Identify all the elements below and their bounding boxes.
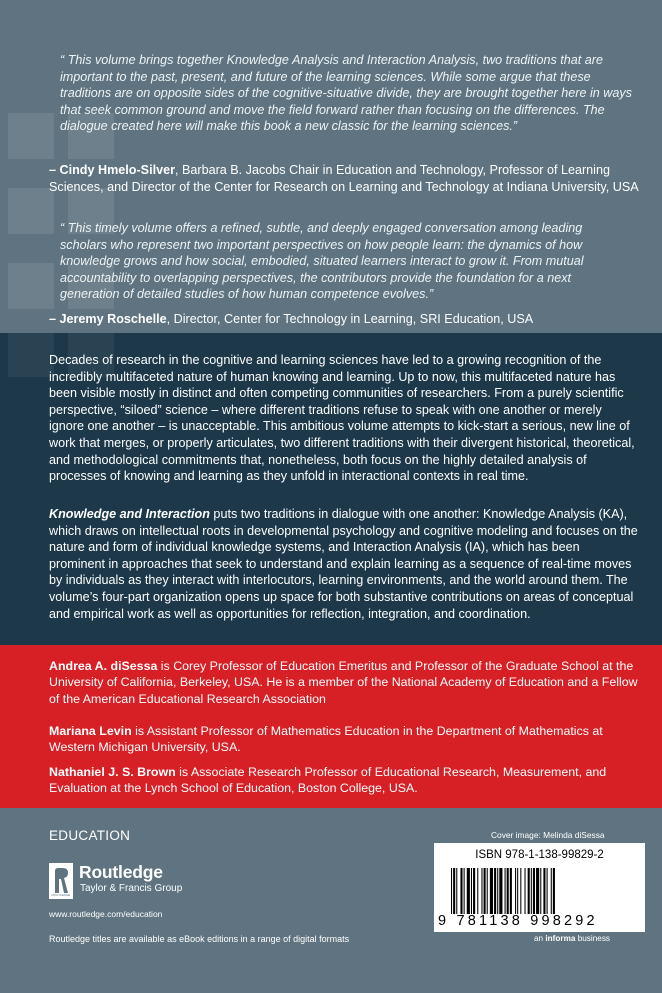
- endorsement-attribution: [49, 162, 639, 195]
- barcode-bar: [510, 868, 512, 914]
- barcode-bar: [547, 868, 548, 914]
- author-bio: Andrea A. diSessa is Corey Professor of Education Emeritus and Professor of the Graduate School at the University of California, Berkeley, USA. He is a member of the National Academy of Education and a Fellow of the American Educational Research Association: [49, 659, 638, 706]
- ebook-note: Routledge titles are available as eBook editions in a range of digital formats: [49, 934, 350, 944]
- endorsements-section: [0, 0, 662, 333]
- endorser-name: – Cindy Hmelo-Silver: [49, 163, 175, 177]
- barcode-bar: [499, 868, 502, 914]
- endorser-affiliation: , Director, Center for Technology in Learning, SRI Education, USA: [166, 312, 534, 326]
- barcode-bar: [531, 868, 532, 914]
- book-title: Knowledge and Interaction: [49, 507, 210, 521]
- endorsement-quote: “ This volume brings together Knowledge Analysis and Interaction Analysis, two traditions that are important to the past, present, and future of the learning sciences. While some argue that these traditions are on opposite sides of the cognitive-situative divide, they are brought together here in ways that seek common ground and move the field forward rather than focusing on the differences. The dialogue created here will make this book a new classic for the learning sciences.”: [60, 53, 632, 134]
- barcode-bar: [553, 868, 555, 914]
- barcode-bar: [460, 868, 462, 914]
- barcode-bar: [543, 868, 545, 914]
- decorative-block: [8, 263, 54, 309]
- barcode-bar: [490, 868, 493, 914]
- endorsement-attribution: [49, 311, 639, 328]
- barcode-bar: [525, 868, 526, 914]
- author-name: Andrea A. diSessa: [49, 659, 158, 673]
- endorsement-quote: “ This timely volume offers a refined, subtle, and deeply engaged conversation among leading scholars who represent two important perspectives on how people learn: the dynamics of how knowledge grows and how social, embodied, situated learners interact to grow it. From mutual accountability to overlapping perspectives, the contributors provide the foundation for a next generation of detailed studies of how human competence evolves.”: [60, 221, 584, 302]
- barcode-bars: [451, 868, 631, 914]
- decorative-block: [8, 113, 54, 159]
- barcode-bar: [520, 868, 521, 914]
- decorative-block: [8, 188, 54, 234]
- cover-image-credit: Cover image: Melinda diSessa: [491, 830, 605, 840]
- barcode-bar: [481, 868, 482, 914]
- description-paragraph: Knowledge and Interaction puts two traditions in dialogue with one another: Knowledge Analysis (KA), which draws on intellectual roots in developmental psychology and cognitive modeling and focuses on the nature and form of individual knowledge systems, and Interaction Analysis (IA), which has been prominent in approaches that seek to understand and explain learning as a sequence of real-time moves by individuals as they interact with interlocutors, learning environments, and the world around them. The volume’s four-part organization opens up space for both substantive contributions on areas of conceptual and empirical work as well as opportunities for reflection, integration, and coordination.: [49, 507, 638, 621]
- barcode-bar: [515, 868, 516, 914]
- author-name: Mariana Levin: [49, 724, 132, 738]
- author-name: Nathaniel J. S. Brown: [49, 765, 176, 779]
- author-bio: Nathaniel J. S. Brown is Associate Research Professor of Educational Research, Measurement, and Evaluation at the Lynch School of Education, Boston College, USA.: [49, 765, 607, 796]
- author-bios-section: [0, 645, 662, 808]
- subject-category: EDUCATION: [49, 828, 131, 843]
- barcode-digits: 9 781138 998292: [438, 913, 598, 929]
- barcode-bar: [528, 868, 530, 914]
- publisher-url: www.routledge.com/education: [49, 909, 163, 919]
- endorser-name: – Jeremy Roschelle: [49, 312, 167, 326]
- barcode-bar: [453, 868, 455, 914]
- publisher-section: [0, 808, 662, 993]
- barcode-bar: [517, 868, 518, 914]
- barcode-bar: [456, 868, 457, 914]
- barcode-bar: [484, 868, 486, 914]
- barcode-bar: [507, 868, 509, 914]
- publisher-group: Taylor & Francis Group: [80, 883, 183, 894]
- barcode-bar: [497, 868, 498, 914]
- barcode-bar: [464, 868, 465, 914]
- barcode-bar: [473, 868, 475, 914]
- barcode-bar: [477, 868, 478, 914]
- publisher-name: Routledge: [79, 862, 163, 882]
- informa-business-line: an informa business: [534, 934, 611, 943]
- author-bio: Mariana Levin is Assistant Professor of Mathematics Education in the Department of Mathematics at Western Michigan University, USA.: [49, 724, 603, 755]
- barcode-bar: [540, 868, 541, 914]
- book-description-section: [0, 333, 662, 645]
- barcode-bar: [467, 868, 470, 914]
- routledge-logo-icon: [49, 863, 73, 899]
- barcode-bar: [536, 868, 539, 914]
- description-paragraph: Decades of research in the cognitive and learning sciences have led to a growing recognition of the incredibly multifaceted nature of human knowing and learning. Up to now, this multifaceted nature has been visible mostly in distinct and often competing communities of researchers. From a purely scientific perspective, “siloed” science – where different traditions refuse to speak with one another or merely ignore one another – is unacceptable. This ambitious volume attempts to kick-start a serious, new line of work that merges, or properly articulates, two different traditions with their divergent historical, theoretical, and methodological commitments that, nonetheless, both focus on the highly detailed analysis of processes of knowing and learning as they unfold in interactional contexts in real time.: [49, 353, 635, 484]
- barcode-bar: [551, 868, 552, 914]
- barcode-bar: [487, 868, 488, 914]
- barcode-bar: [451, 868, 452, 914]
- isbn-barcode: [434, 843, 645, 932]
- decorative-block: [8, 333, 54, 377]
- barcode-bar: [505, 868, 506, 914]
- endorser-affiliation: , Barbara B. Jacobs Chair in Education and Technology, Professor of Learning Sciences, and Director of the Center for Research on Learning and Technology at Indiana University, USA: [49, 163, 639, 194]
- barcode-bar: [471, 868, 472, 914]
- isbn-label: ISBN 978-1-138-99829-2: [475, 849, 604, 861]
- barcode-bar: [533, 868, 535, 914]
- barcode-bar: [494, 868, 496, 914]
- logo-vertical-wordmark: ROUTLEDGE: [51, 893, 71, 897]
